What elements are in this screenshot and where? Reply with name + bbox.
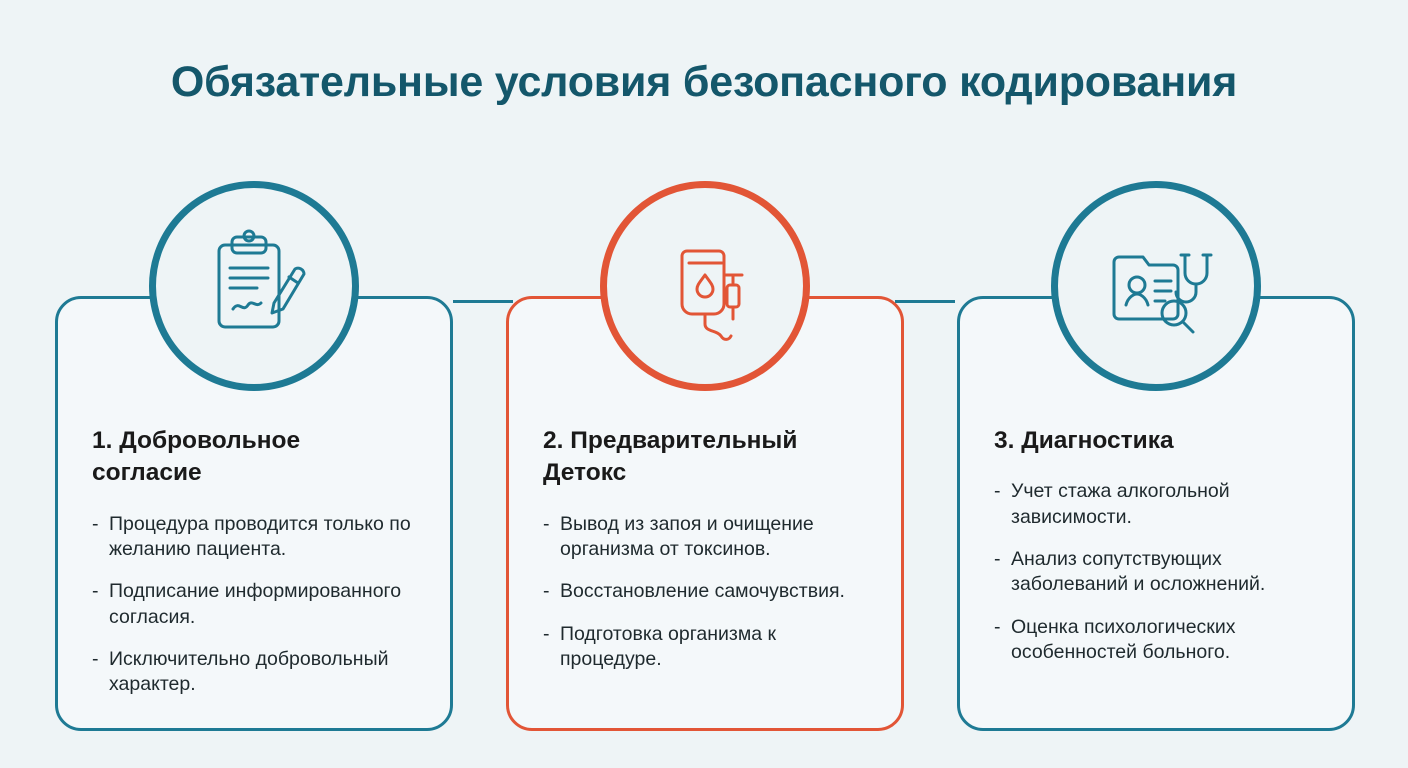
list-item: - Оценка психологических особенностей больного. — [994, 615, 1318, 666]
medical-record-stethoscope-magnifier-icon — [1051, 181, 1261, 391]
list-item: - Процедура проводится только по желанию пациента. — [92, 512, 416, 563]
cards-row — [55, 296, 1355, 731]
list-item: - Восстановление самочувствия. — [543, 579, 867, 604]
list-item: - Учет стажа алкогольной зависимости. — [994, 479, 1318, 530]
card-bullet-list — [92, 512, 416, 698]
list-item: - Подготовка организма к процедуре. — [543, 622, 867, 673]
card-detox — [506, 296, 904, 731]
card-bullet-list — [994, 479, 1318, 665]
card-content — [58, 425, 450, 715]
card-content — [960, 425, 1352, 682]
iv-drip-blood-drop-icon — [600, 181, 810, 391]
clipboard-pen-icon — [149, 181, 359, 391]
card-content — [509, 425, 901, 689]
list-item: - Вывод из запоя и очищение организма от токсинов. — [543, 512, 867, 563]
list-item: - Анализ сопутствующих заболеваний и осложнений. — [994, 547, 1318, 598]
card-diagnostics — [957, 296, 1355, 731]
list-item: - Подписание информированного согласия. — [92, 579, 416, 630]
card-title: 3. Диагностика — [994, 427, 1174, 454]
card-consent — [55, 296, 453, 731]
page-title: Обязательные условия безопасного кодирования — [170, 58, 1238, 106]
card-title: 1. Добровольное согласие — [92, 427, 301, 487]
card-bullet-list — [543, 512, 867, 673]
card-title: 2. Предварительный Детокс — [543, 427, 798, 487]
list-item: - Исключительно добровольный характер. — [92, 647, 416, 698]
